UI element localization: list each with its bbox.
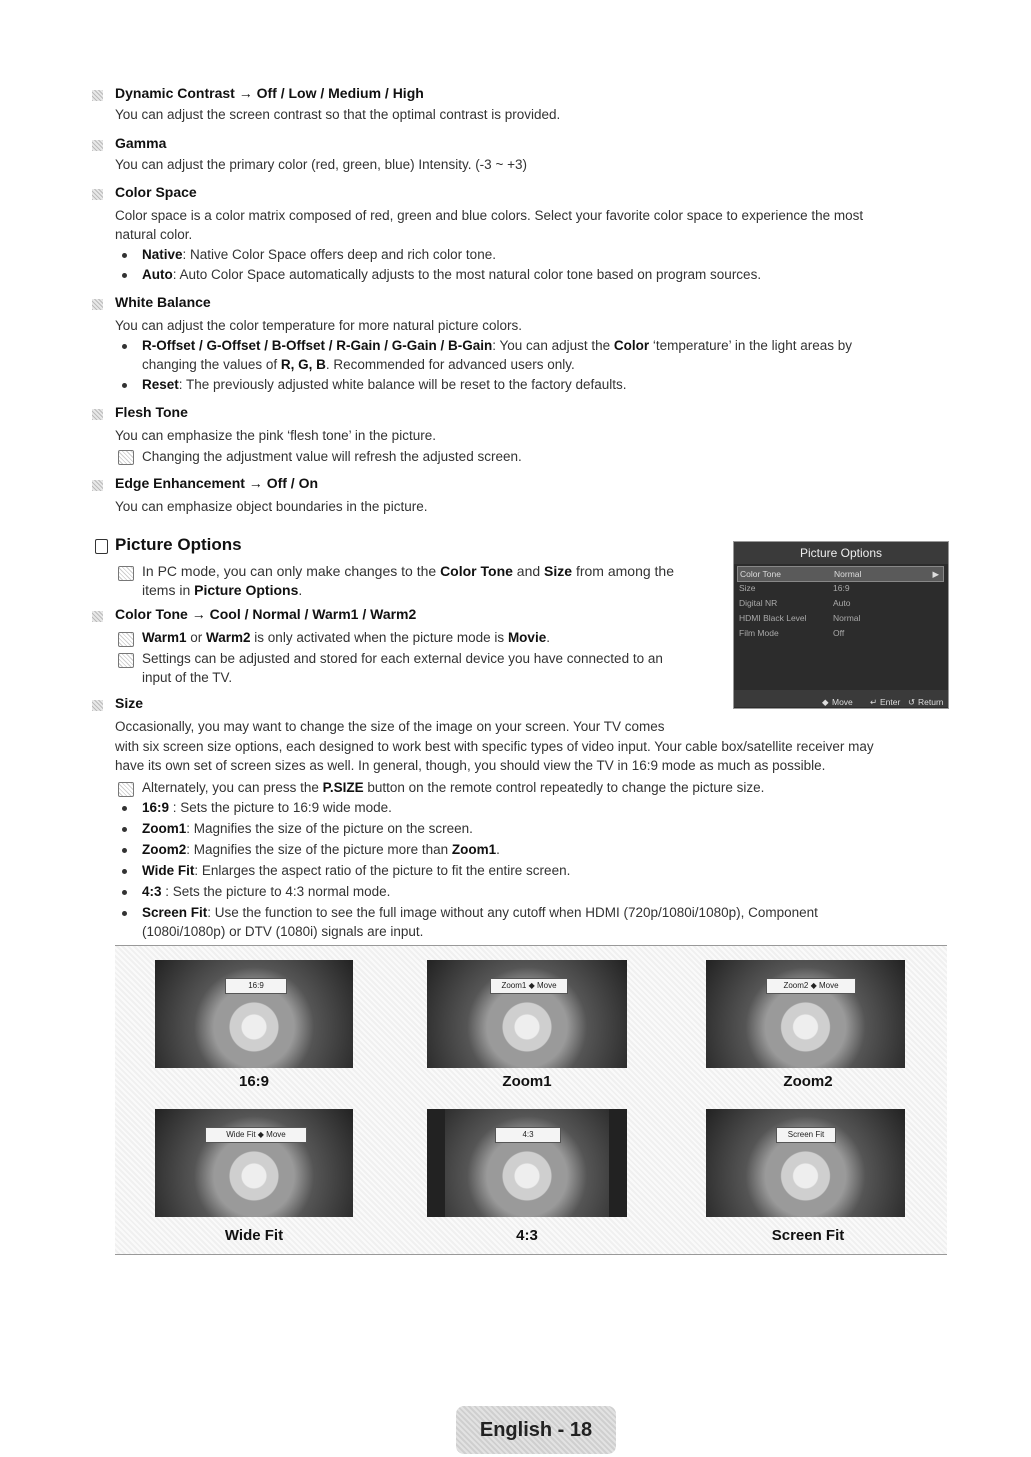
section-marker [92,409,103,420]
note-icon [118,450,134,465]
section-marker [92,189,103,200]
size-item-wide-fit: Wide Fit: Enlarges the aspect ratio of the picture to fit the entire screen. [142,863,571,878]
note-icon [118,653,134,668]
note-icon [118,632,134,647]
caption-zoom1: Zoom1 [502,1073,552,1090]
auto-item: Auto: Auto Color Space automatically adjusts to the most natural color tone based on program sources. [142,267,762,282]
picture-label: 4:3 [495,1127,561,1143]
flesh-tone-note: Changing the adjustment value will refresh the adjusted screen. [142,449,522,464]
size-item-4-3: 4:3 : Sets the picture to 4:3 normal mode. [142,884,391,899]
white-balance-desc: You can adjust the color temperature for more natural picture colors. [115,318,522,333]
bullet [122,253,127,258]
menu-row-size: Size 16:9 [739,583,850,593]
size-item-zoom2: Zoom2: Magnifies the size of the picture more than Zoom1. [142,842,500,857]
reset-item: Reset: The previously adjusted white balance will be reset to the factory defaults. [142,377,627,392]
note-icon [118,566,134,581]
flesh-tone-desc: You can emphasize the pink ‘flesh tone’ in the picture. [115,428,436,443]
size-item-screen-fit: Screen Fit: Use the function to see the full image without any cutoff when HDMI (720p/1080i/1080p), Component [142,905,818,920]
warm-note: Warm1 or Warm2 is only activated when the picture mode is Movie. [142,630,550,645]
edge-enhancement-title: Edge Enhancement → Off / On [115,475,319,491]
section-marker [92,90,103,101]
caption-16-9: 16:9 [238,1073,270,1090]
section-box-icon [95,539,108,554]
size-item-16-9: 16:9 : Sets the picture to 16:9 wide mode. [142,800,392,815]
size-title: Size [115,695,144,711]
size-item-zoom1: Zoom1: Magnifies the size of the picture on the screen. [142,821,473,836]
picture-screen-fit [706,1109,905,1217]
bullet [122,911,127,916]
return-icon: ↺ [908,697,916,707]
flesh-tone-title: Flesh Tone [115,404,188,420]
menu-row-hdmi-black-level: HDMI Black Level Normal [739,613,861,623]
bullet [122,806,127,811]
color-space-desc-2: natural color. [115,227,193,242]
menu-row-color-tone: Color Tone Normal ▶ [737,566,944,582]
section-marker [92,700,103,711]
picture-wide-fit [155,1109,353,1217]
caption-4-3: 4:3 [516,1227,538,1244]
bullet [122,869,127,874]
section-marker [92,480,103,491]
section-marker [92,611,103,622]
enter-icon: ↵ [870,697,878,707]
white-balance-title: White Balance [115,294,211,310]
arrow-right-icon: ▶ [932,569,939,579]
picture-size-examples [115,945,947,1255]
move-icon: ◆ [822,697,829,707]
offset-gain-item: R-Offset / G-Offset / B-Offset / R-Gain / G-Gain / B-Gain: You can adjust the Color ‘temperature’ in the light areas by [142,338,852,353]
bullet [122,848,127,853]
menu-row-digital-nr: Digital NR Auto [739,598,851,608]
picture-label: Zoom1 ◆ Move [490,978,568,994]
pc-mode-note-2: items in Picture Options. [142,582,303,598]
color-tone-title: Color Tone → Cool / Normal / Warm1 / Warm2 [115,606,417,622]
screen-fit-continuation: (1080i/1080p) or DTV (1080i) signals are input. [142,924,424,939]
edge-enhancement-desc: You can emphasize object boundaries in the picture. [115,499,428,514]
bullet [122,273,127,278]
native-item: Native: Native Color Space offers deep and rich color tone. [142,247,496,262]
dynamic-contrast-desc: You can adjust the screen contrast so that the optimal contrast is provided. [115,107,561,122]
caption-screen-fit: Screen Fit [771,1227,845,1244]
picture-label: Zoom2 ◆ Move [766,978,856,994]
menu-footer: ◆ Move ↵ Enter ↺ Return [734,690,948,707]
page-number: English - 18 [456,1406,616,1454]
picture-label: 16:9 [225,978,287,994]
bullet [122,890,127,895]
size-para-3: have its own set of screen sizes as well. In general, though, you should view the TV in 16:9 mode as much as possible. [115,758,826,773]
color-space-title: Color Space [115,184,197,200]
picture-16-9 [155,960,353,1068]
bullet [122,827,127,832]
settings-note: Settings can be adjusted and stored for each external device you have connected to an [142,651,663,666]
bullet [122,344,127,349]
size-para-1: Occasionally, you may want to change the size of the image on your screen. Your TV comes [115,719,665,734]
picture-options-menu-screenshot [733,541,949,709]
psize-note: Alternately, you can press the P.SIZE button on the remote control repeatedly to change the picture size. [142,780,765,795]
offset-gain-item-2: changing the values of R, G, B. Recommended for advanced users only. [142,357,575,372]
section-marker [92,140,103,151]
menu-title: Picture Options [734,542,948,564]
caption-zoom2: Zoom2 [783,1073,833,1090]
menu-row-film-mode: Film Mode Off [739,628,845,638]
caption-wide-fit: Wide Fit [224,1227,284,1244]
picture-options-title: Picture Options [115,535,242,554]
pc-mode-note: In PC mode, you can only make changes to the Color Tone and Size from among the [142,563,674,579]
gamma-desc: You can adjust the primary color (red, green, blue) Intensity. (-3 ~ +3) [115,157,527,172]
bullet [122,383,127,388]
note-icon [118,782,134,797]
dynamic-contrast-title: Dynamic Contrast → Off / Low / Medium / High [115,85,424,101]
size-para-2: with six screen size options, each designed to work best with specific types of video input. Your cable box/satellite receiver may [115,739,874,754]
picture-4-3 [427,1109,627,1217]
section-marker [92,299,103,310]
picture-zoom1 [427,960,627,1068]
settings-note-2: input of the TV. [142,670,233,685]
gamma-title: Gamma [115,135,167,151]
picture-label: Wide Fit ◆ Move [205,1127,307,1143]
color-space-desc: Color space is a color matrix composed of red, green and blue colors. Select your favorite color space to experience the most [115,208,864,223]
picture-zoom2 [706,960,905,1068]
picture-label: Screen Fit [776,1127,836,1143]
